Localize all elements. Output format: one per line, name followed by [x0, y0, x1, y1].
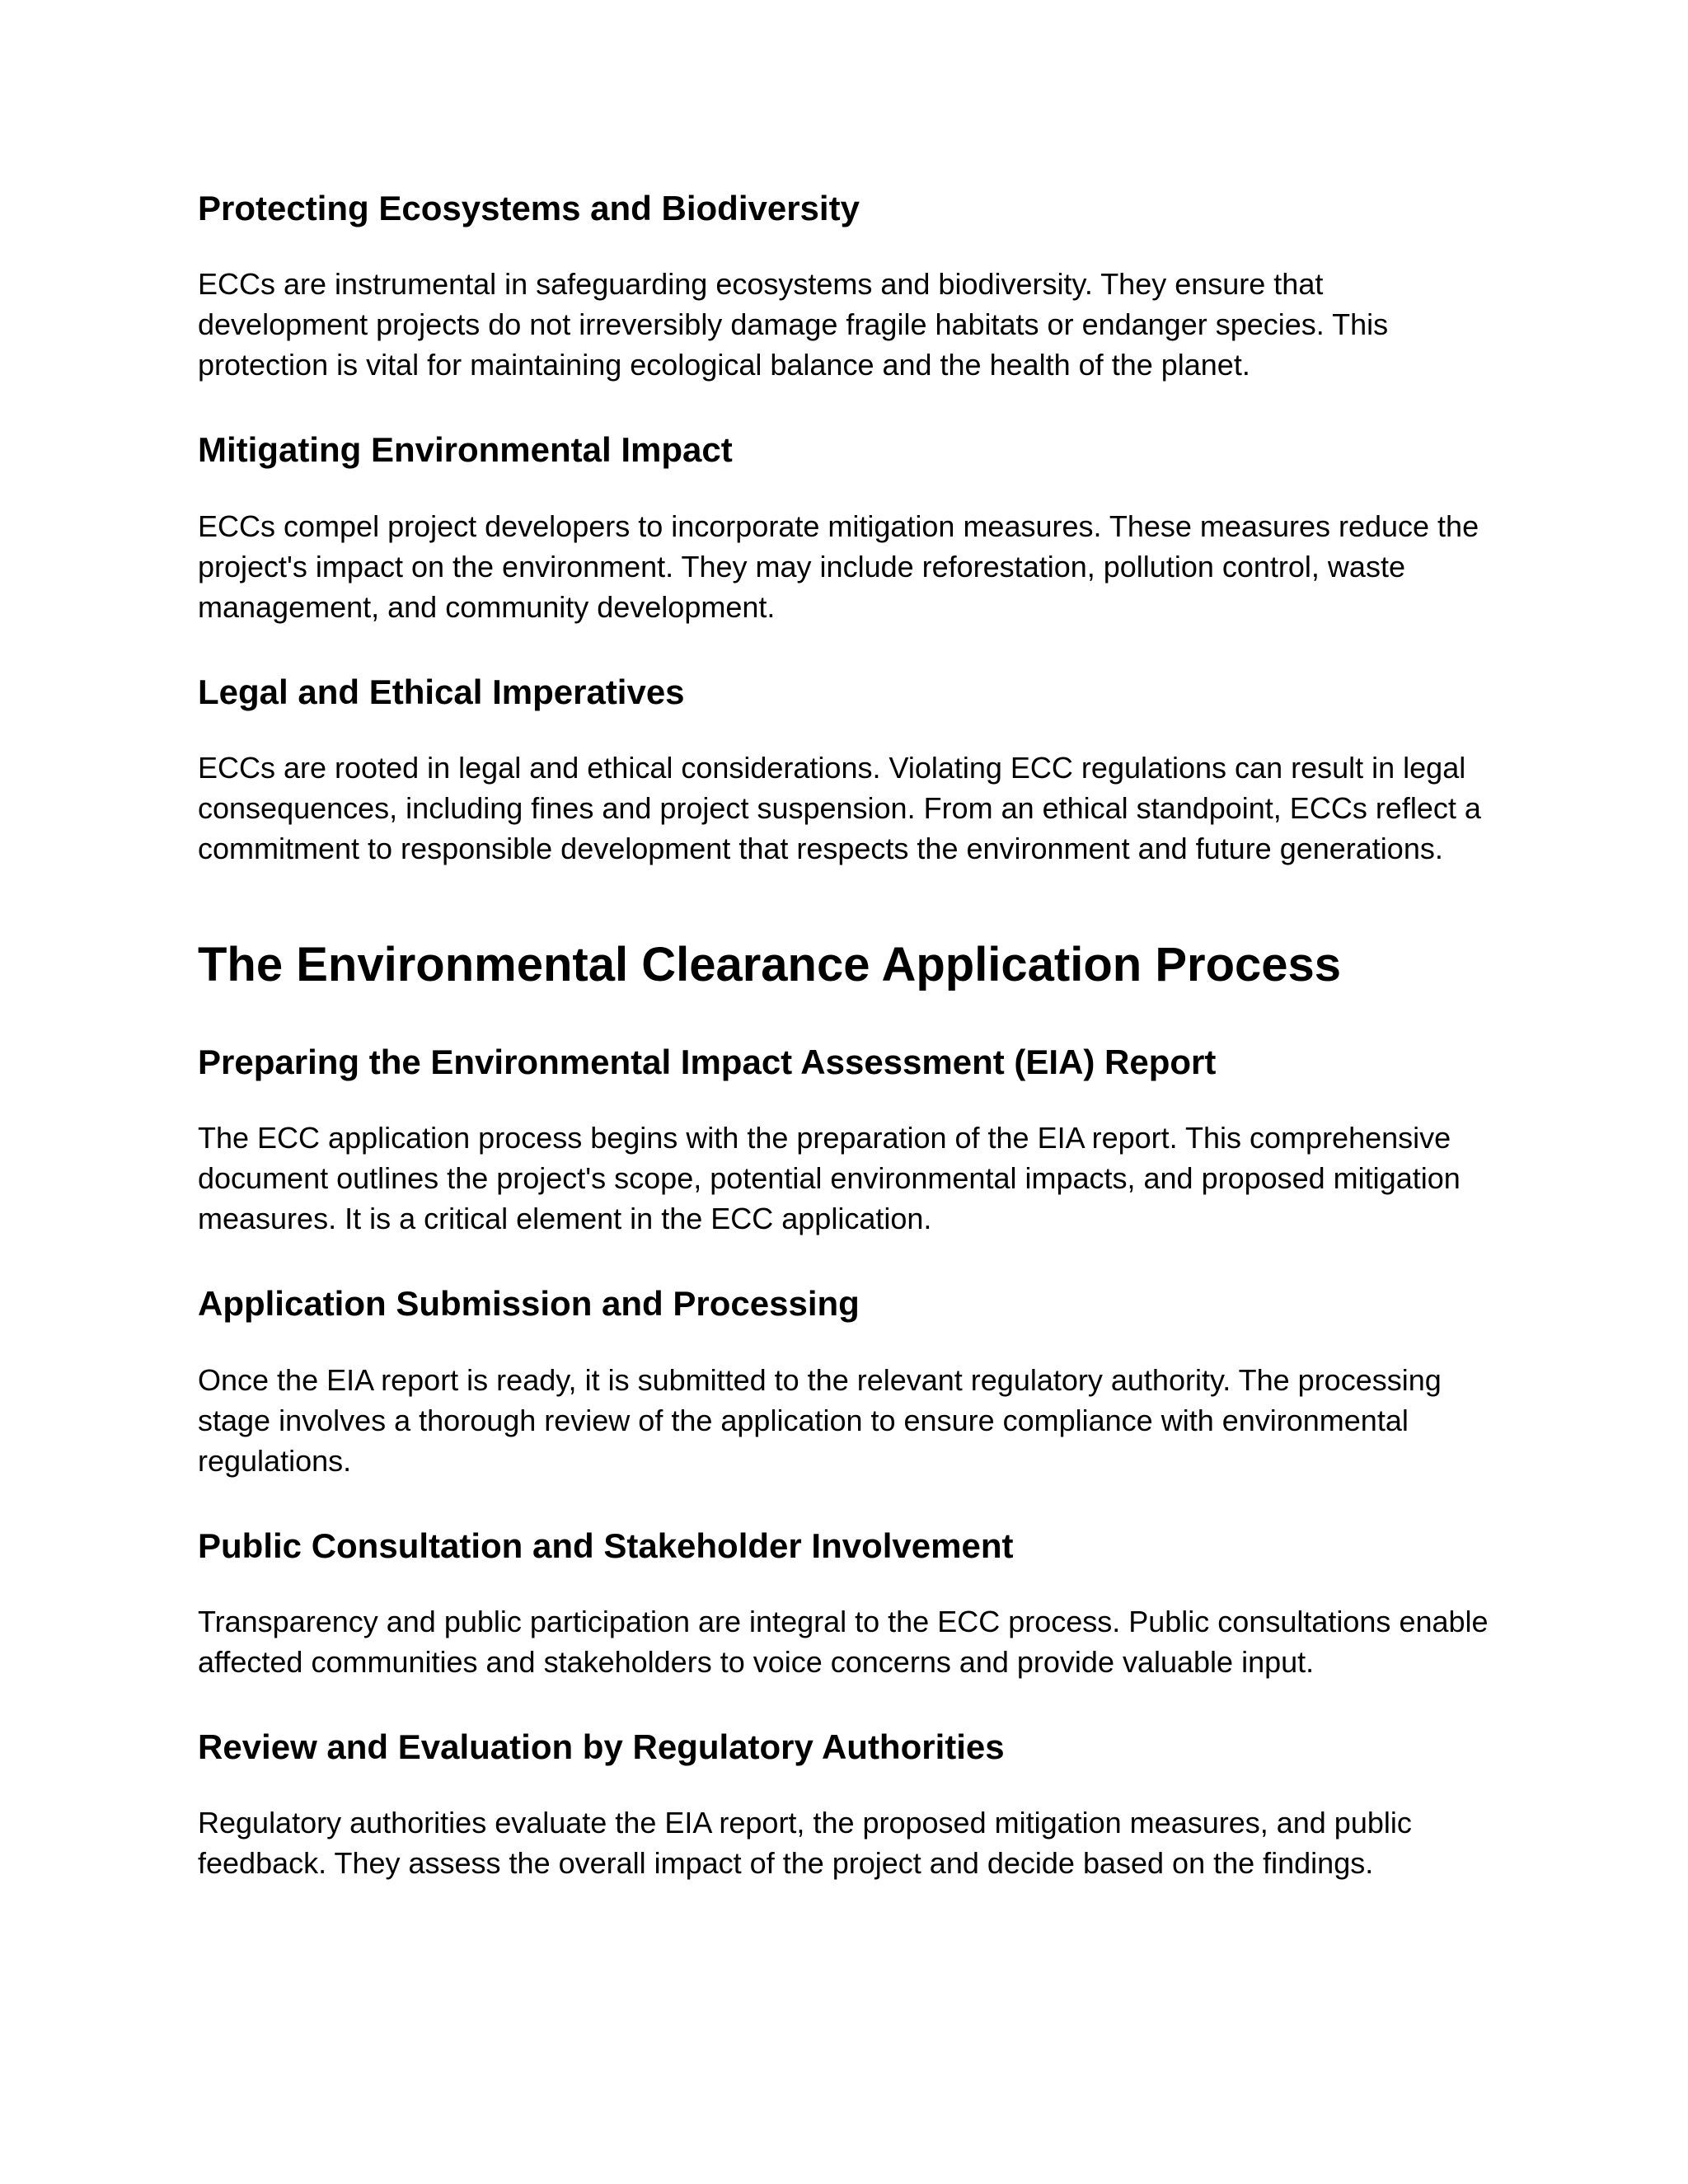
section-heading: Public Consultation and Stakeholder Involvement [198, 1526, 1014, 1565]
section-heading: Mitigating Environmental Impact [198, 430, 733, 470]
section-paragraph: ECCs compel project developers to incorporate mitigation measures. These measures reduce the project's impact on the environment. They may include reforestation, pollution control, waste management, and community development. [198, 509, 1479, 624]
section-heading: Protecting Ecosystems and Biodiversity [198, 189, 860, 227]
section-heading: Preparing the Environmental Impact Assessment (EIA) Report [198, 1042, 1217, 1081]
section-paragraph: The ECC application process begins with the preparation of the EIA report. This comprehensive document outlines the project's scope, potential environmental impacts, and proposed mitigation measures. It is a critical element in the ECC application. [198, 1121, 1461, 1236]
section-paragraph: Regulatory authorities evaluate the EIA report, the proposed mitigation measures, and public feedback. They assess the overall impact of the project and decide based on the findings. [198, 1806, 1412, 1881]
section-paragraph: ECCs are rooted in legal and ethical considerations. Violating ECC regulations can result in legal consequences, including fines and project suspension. From an ethical standpoint, ECCs reflect a commitment to responsible development that respects the environment and future generations. [198, 751, 1481, 866]
main-heading: The Environmental Clearance Application Process [198, 938, 1342, 992]
section-paragraph: Once the EIA report is ready, it is submitted to the relevant regulatory authority. The processing stage involves a thorough review of the application to ensure compliance with environmental regulations. [198, 1362, 1442, 1478]
document-content [198, 188, 1500, 1883]
section-heading: Review and Evaluation by Regulatory Authorities [198, 1727, 1005, 1766]
section-paragraph: ECCs are instrumental in safeguarding ecosystems and biodiversity. They ensure that development projects do not irreversibly damage fragile habitats or endanger species. This protection is vital for maintaining ecological balance and the health of the planet. [198, 267, 1389, 382]
section-heading: Legal and Ethical Imperatives [198, 672, 685, 711]
section-paragraph: Transparency and public participation are integral to the ECC process. Public consultations enable affected communities and stakeholders to voice concerns and provide valuable input. [198, 1604, 1489, 1679]
section-heading: Application Submission and Processing [198, 1284, 860, 1324]
